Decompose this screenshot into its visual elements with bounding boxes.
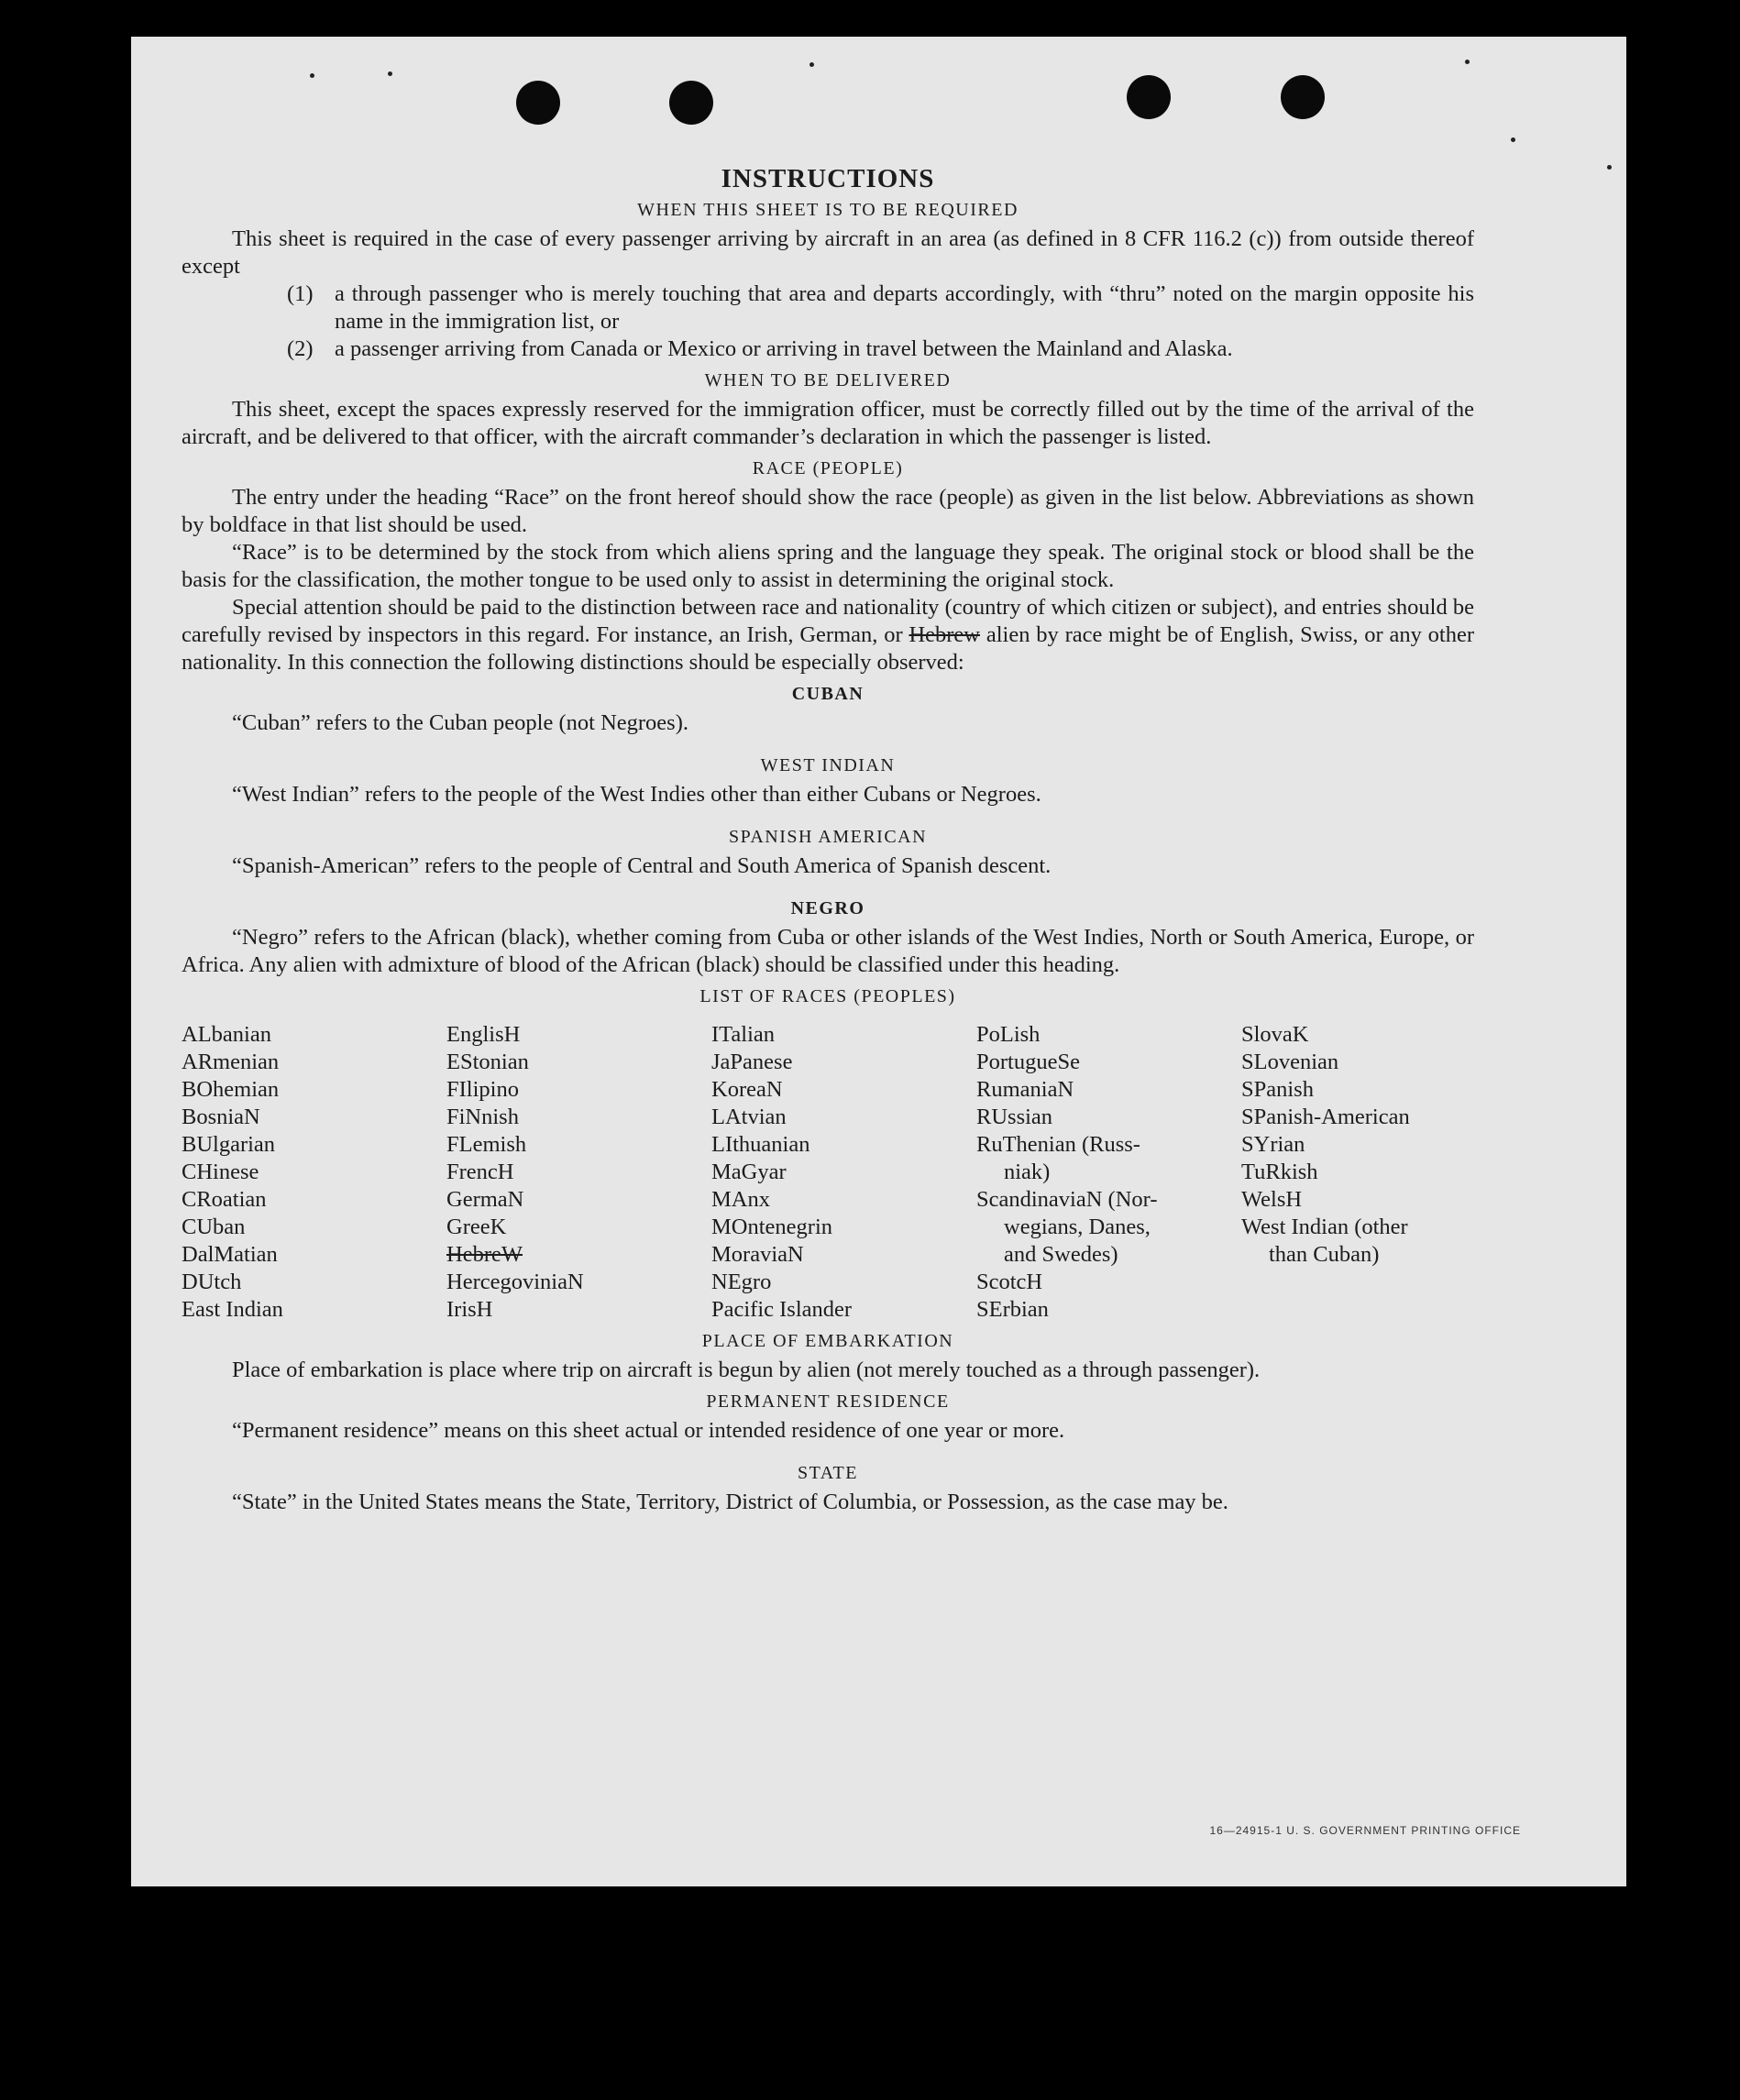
race-entry: West Indian (other [1241,1215,1408,1239]
race-entry: FiNnish [446,1105,519,1129]
race-entry: wegians, Danes, [1004,1215,1151,1239]
race-entry: ITalian [711,1022,776,1047]
race-entry: MOntenegrin [711,1215,832,1239]
race-entry: LIthuanian [711,1132,810,1157]
race-entry: BUlgarian [182,1132,276,1157]
embarkation-text: Place of embarkation is place where trip on aircraft is begun by alien (not merely touched as a through passenger). [232,1358,1261,1382]
race-p3-end: alien by race might be of English, Swiss, or any other nationality. In this connection the following distinctions should be especially observed: [182,622,1475,675]
heading-delivered: WHEN TO BE DELIVERED [704,370,952,390]
race-entry: than Cuban) [1269,1242,1380,1267]
race-entry: CUban [182,1215,246,1239]
race-entry: Pacific Islander [711,1297,853,1322]
race-entry: TuRkish [1241,1160,1318,1184]
race-entry: EStonian [446,1050,529,1074]
heading-required: WHEN THIS SHEET IS TO BE REQUIRED [637,200,1019,220]
struck-word: Hebrew [909,622,980,647]
race-entry: RumaniaN [976,1077,1074,1102]
heading-residence: PERMANENT RESIDENCE [706,1391,950,1412]
race-entry: ScandinaviaN (Nor- [976,1187,1158,1212]
race-entry: NEgro [711,1270,772,1294]
race-entry: EnglisH [446,1022,521,1047]
item-number: (1) [287,281,314,306]
residence-text: “Permanent residence” means on this sheet actual or intended residence of one year or more. [232,1418,1065,1443]
punch-hole [1127,75,1171,119]
speck [1607,165,1612,170]
heading-cuban: CUBAN [791,684,864,704]
race-entry: SLovenian [1241,1050,1339,1074]
cuban-text: “Cuban” refers to the Cuban people (not Negroes). [232,710,688,735]
race-entry: RuThenian (Russ- [976,1132,1140,1157]
race-entry: GermaN [446,1187,524,1212]
race-entry: SErbian [976,1297,1049,1322]
speck [1465,60,1470,64]
race-entry: ARmenian [182,1050,280,1074]
race-paragraph-3 [182,594,1474,676]
race-entry: IrisH [446,1297,493,1322]
races-list [182,1021,1474,1324]
race-entry: East Indian [182,1297,283,1322]
race-entry: GreeK [446,1215,507,1239]
race-entry: and Swedes) [1004,1242,1118,1267]
race-entry: MaGyar [711,1160,787,1184]
state-text: “State” in the United States means the State, Territory, District of Columbia, or Possession, as the case may be. [232,1490,1228,1514]
race-entry: SPanish-American [1241,1105,1410,1129]
speck [1511,137,1515,142]
heading-spanish-american: SPANISH AMERICAN [728,827,928,847]
race-entry: LAtvian [711,1105,787,1129]
race-entry: SYrian [1241,1132,1305,1157]
heading-state: STATE [798,1463,858,1483]
document-page [131,37,1626,1886]
race-entry: MAnx [711,1187,770,1212]
race-entry: SlovaK [1241,1022,1309,1047]
item-text: a through passenger who is merely touching that area and departs accordingly, with “thru” noted on the margin opposite his name in the immigration list, or [335,281,1474,334]
race-entry: WelsH [1241,1187,1303,1212]
punch-hole [669,81,713,125]
west-indian-text: “West Indian” refers to the people of the West Indies other than either Cubans or Negroes. [232,782,1041,807]
page-title: INSTRUCTIONS [721,164,935,193]
race-entry: SPanish [1241,1077,1314,1102]
required-intro: This sheet is required in the case of every passenger arriving by aircraft in an area (as defined in 8 CFR 116.2 (c)) from outside thereof except [182,226,1474,279]
instructions-content [182,165,1474,1516]
negro-text: “Negro” refers to the African (black), whether coming from Cuba or other islands of the West Indies, North or South America, Europe, or Africa. Any alien with admixture of blood of the African (black) should be classified under this heading. [182,925,1474,977]
race-entry: DUtch [182,1270,242,1294]
required-item-1 [182,280,1474,335]
races-column-1 [182,1021,446,1324]
speck [388,71,392,76]
race-paragraph-2: “Race” is to be determined by the stock from which aliens spring and the language they speak. The original stock or blood shall be the basis for the classification, the mother tongue to be used only to assist in determining the original stock. [182,540,1474,592]
race-paragraph-1: The entry under the heading “Race” on the front hereof should show the race (people) as given in the list below. Abbreviations as shown by boldface in that list should be used. [182,485,1474,537]
race-entry: niak) [1004,1160,1051,1184]
race-entry: CHinese [182,1160,259,1184]
race-p3-start: Special attention should be paid to the distinction between race and nationality (country of which citizen or subject), and entries should be carefully revised by inspectors in this regard. For instance, an Irish, German, or [182,595,1474,647]
race-entry: ALbanian [182,1022,271,1047]
race-entry: JaPanese [711,1050,793,1074]
heading-negro: NEGRO [790,898,865,918]
race-entry: DalMatian [182,1242,278,1267]
race-entry: HercegoviniaN [446,1270,584,1294]
punch-hole [1281,75,1325,119]
race-entry: ScotcH [976,1270,1043,1294]
race-entry: CRoatian [182,1187,267,1212]
heading-race: RACE (PEOPLE) [752,458,904,478]
heading-west-indian: WEST INDIAN [760,755,896,775]
races-column-5 [1241,1021,1506,1324]
race-entry: MoraviaN [711,1242,804,1267]
item-text: a passenger arriving from Canada or Mexico or arriving in travel between the Mainland and Alaska. [335,336,1233,361]
heading-embarkation: PLACE OF EMBARKATION [701,1331,954,1351]
spanish-american-text: “Spanish-American” refers to the people of Central and South America of Spanish descent. [232,853,1052,878]
races-column-4 [976,1021,1241,1324]
required-item-2 [182,335,1474,363]
item-number: (2) [287,336,314,361]
race-entry: BosniaN [182,1105,260,1129]
heading-list-of-races: LIST OF RACES (PEOPLES) [699,986,956,1006]
race-entry: FLemish [446,1132,527,1157]
race-entry: PoLish [976,1022,1041,1047]
speck [310,73,314,78]
speck [809,62,814,67]
punch-hole [516,81,560,125]
race-entry: RUssian [976,1105,1053,1129]
races-column-2 [446,1021,711,1324]
race-entry: HebreW [446,1242,523,1267]
printing-office-footer: 16—24915-1 U. S. GOVERNMENT PRINTING OFFICE [1209,1824,1521,1837]
race-entry: FIlipino [446,1077,519,1102]
race-entry: PortugueSe [976,1050,1080,1074]
delivered-text: This sheet, except the spaces expressly reserved for the immigration officer, must be correctly filled out by the time of the arrival of the aircraft, and be delivered to that officer, with the aircraft commander’s declaration in which the passenger is listed. [182,397,1474,449]
races-column-3 [711,1021,976,1324]
race-entry: BOhemian [182,1077,280,1102]
race-entry: KoreaN [711,1077,783,1102]
race-entry: FrencH [446,1160,514,1184]
